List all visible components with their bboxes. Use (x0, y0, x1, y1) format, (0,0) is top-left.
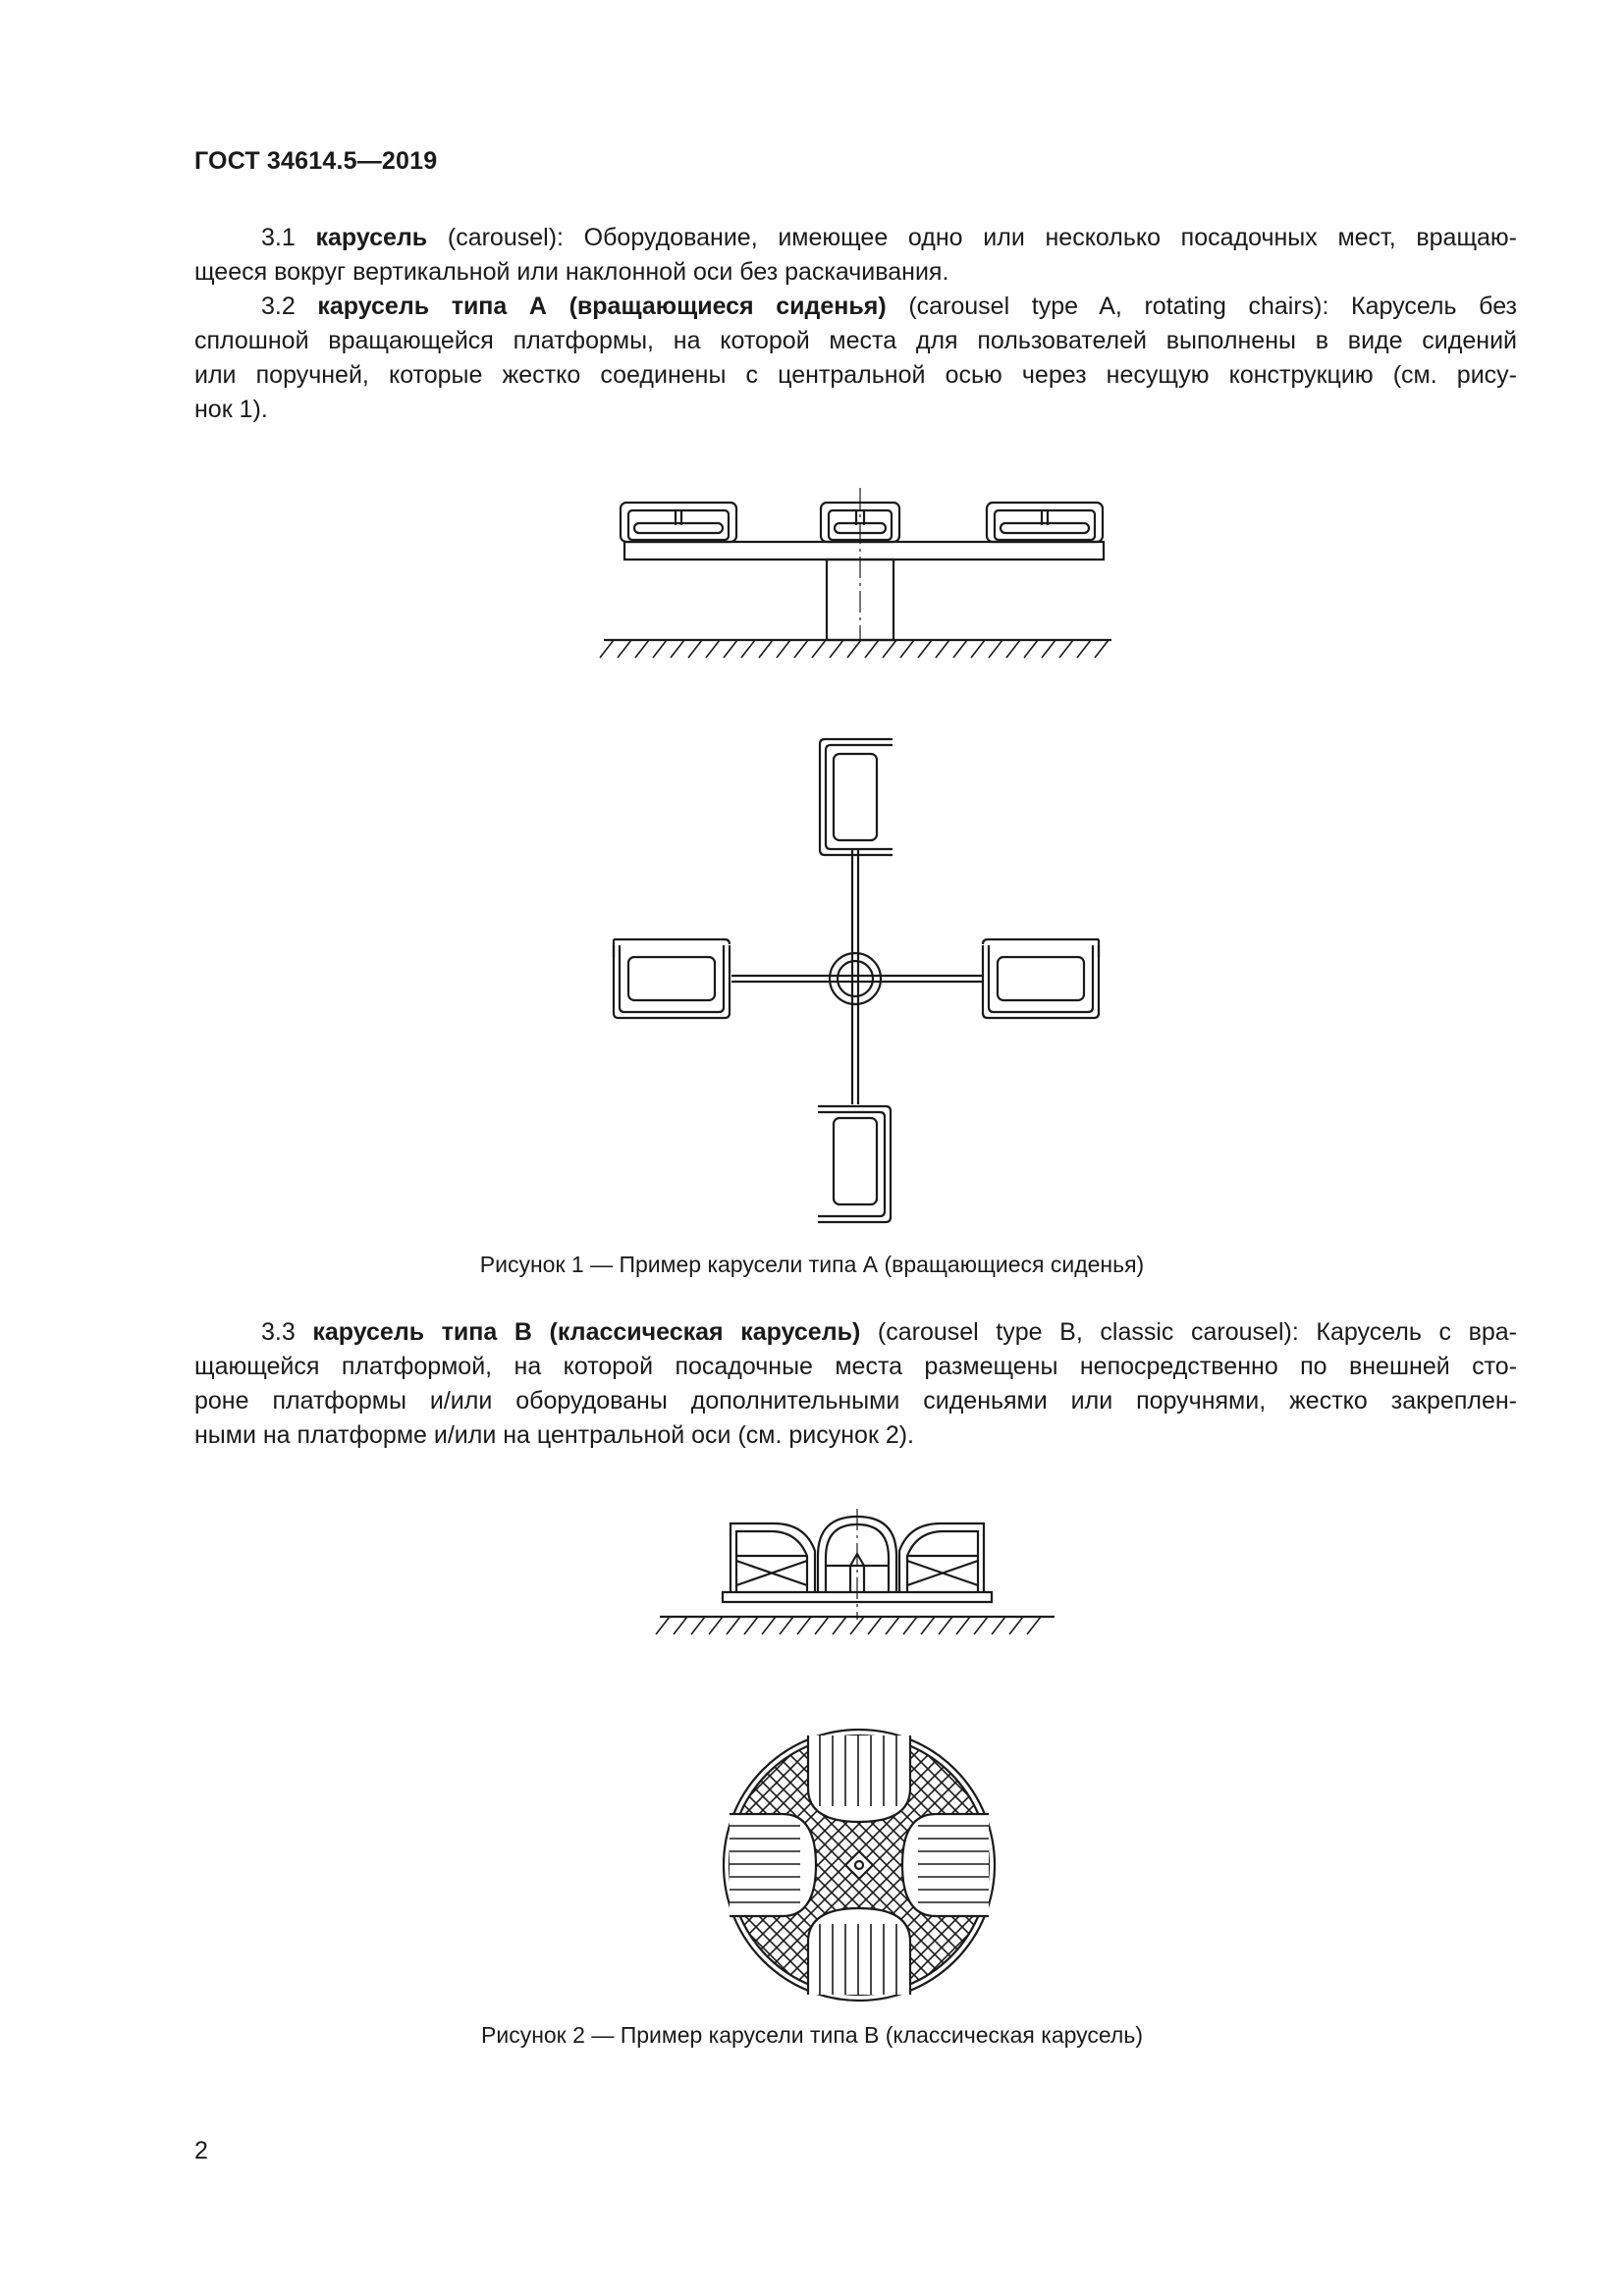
term: карусель типа А (вращающиеся сиденья) (317, 293, 887, 320)
section-3-3 (194, 1315, 1517, 1453)
section-3-1 (194, 221, 1517, 290)
definition-text: ными на платформе и/или на центральной оси (см. рисунок 2). (194, 1421, 914, 1449)
figure-1-caption: Рисунок 1 — Пример карусели типа А (вращающиеся сиденья) (479, 1252, 1145, 1277)
figure-1-top-view (614, 731, 1105, 1227)
figure-2-side-view (658, 1507, 1060, 1654)
term-en: (carousel type B, classic carousel): (877, 1318, 1299, 1346)
page-number: 2 (194, 2137, 208, 2164)
section-number: 3.3 (261, 1318, 296, 1346)
term: карусель типа В (классическая карусель) (312, 1318, 861, 1346)
definition-text: роне платформы и/или оборудованы дополнительными сиденьями или поручнями, жестко закреплен- (194, 1387, 1517, 1415)
section-number: 3.1 (261, 224, 296, 251)
term-en: (carousel type A, rotating chairs): (908, 293, 1329, 320)
definition-text: Карусель без (1351, 293, 1518, 320)
definition-text: щающейся платформой, на которой посадочные места размещены непосредственно по внешней сто- (194, 1353, 1517, 1380)
term: карусель (315, 224, 428, 251)
document-code-header: ГОСТ 34614.5—2019 (194, 147, 438, 175)
figure-2-caption: Рисунок 2 — Пример карусели типа В (классическая карусель) (481, 2022, 1143, 2048)
definition-text: щееся вокруг вертикальной или наклонной оси без раскачивания. (194, 258, 949, 286)
definition-text: Карусель с вра- (1316, 1318, 1518, 1346)
section-3-2 (194, 290, 1517, 427)
figure-2-top-view (722, 1728, 997, 2002)
term-en: (carousel): (447, 224, 564, 251)
definition-text: нок 1). (194, 396, 268, 423)
figure-1-side-view (599, 486, 1129, 667)
definition-text: сплошной вращающейся платформы, на которой места для пользователей выполнены в виде сидений (194, 327, 1517, 354)
definition-text: Оборудование, имеющее одно или несколько посадочных мест, вращаю- (583, 224, 1518, 251)
definition-text: или поручней, которые жестко соединены с центральной осью через несущую конструкцию (см. рису- (194, 361, 1517, 389)
section-number: 3.2 (261, 293, 296, 320)
